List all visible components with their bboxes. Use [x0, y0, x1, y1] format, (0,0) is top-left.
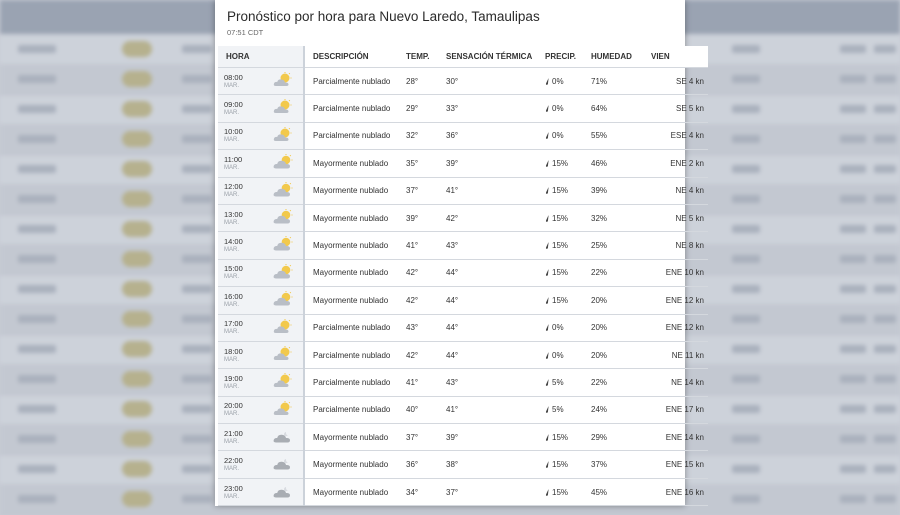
precip-cell — [537, 451, 583, 478]
precip-cell — [537, 341, 583, 368]
mostly-cloudy-icon — [273, 209, 295, 225]
wind-cell: NE 8 kn — [643, 232, 708, 259]
column-header-descripcion[interactable]: DESCRIPCIÓN — [304, 46, 398, 68]
mostly-cloudy-icon — [273, 154, 295, 170]
humidity-cell: 22% — [583, 259, 643, 286]
hour-day: MAR. — [224, 274, 239, 281]
hour-time: 23:00 — [224, 483, 243, 493]
temp-cell: 37° — [398, 424, 438, 451]
hour-cell — [218, 314, 304, 341]
precip-value: 15% — [552, 460, 569, 470]
table-row[interactable] — [218, 95, 708, 122]
temp-cell: 43° — [398, 314, 438, 341]
table-row[interactable] — [218, 314, 708, 341]
humidity-cell: 20% — [583, 314, 643, 341]
forecast-table — [218, 46, 708, 506]
feels-like-cell: 44° — [438, 341, 537, 368]
precip-cell — [537, 424, 583, 451]
feels-like-cell: 39° — [438, 424, 537, 451]
humidity-cell: 37% — [583, 451, 643, 478]
wind-cell: ENE 2 kn — [643, 150, 708, 177]
precip-value: 0% — [552, 76, 564, 86]
feels-like-cell: 41° — [438, 177, 537, 204]
precip-cell — [537, 95, 583, 122]
description-cell: Mayormente nublado — [304, 204, 398, 231]
wind-cell: ENE 12 kn — [643, 314, 708, 341]
description-cell: Parcialmente nublado — [304, 122, 398, 149]
precip-value: 15% — [552, 295, 569, 305]
description-cell: Mayormente nublado — [304, 478, 398, 505]
table-row[interactable] — [218, 204, 708, 231]
precip-value: 15% — [552, 213, 569, 223]
humidity-cell: 20% — [583, 287, 643, 314]
precip-cell — [537, 287, 583, 314]
wind-cell: ENE 15 kn — [643, 451, 708, 478]
raindrop-icon — [545, 187, 550, 194]
table-row[interactable] — [218, 232, 708, 259]
cloudy-night-icon — [273, 428, 295, 444]
raindrop-icon — [545, 434, 550, 441]
feels-like-cell: 44° — [438, 287, 537, 314]
raindrop-icon — [545, 242, 550, 249]
raindrop-icon — [545, 160, 550, 167]
mostly-cloudy-icon — [273, 264, 295, 280]
precip-value: 5% — [552, 405, 564, 415]
hour-day: MAR. — [224, 137, 239, 144]
forecast-table-wrapper[interactable] — [218, 46, 704, 506]
page-title: Pronóstico por hora para Nuevo Laredo, Tamaulipas — [227, 9, 540, 24]
temp-cell: 41° — [398, 369, 438, 396]
hour-time: 15:00 — [224, 264, 243, 274]
table-row[interactable] — [218, 451, 708, 478]
hour-day: MAR. — [224, 219, 239, 226]
hour-time: 18:00 — [224, 346, 243, 356]
raindrop-icon — [545, 215, 550, 222]
precip-cell — [537, 396, 583, 423]
table-row[interactable] — [218, 150, 708, 177]
temp-cell: 42° — [398, 287, 438, 314]
description-cell: Parcialmente nublado — [304, 68, 398, 95]
partly-cloudy-icon — [273, 127, 295, 143]
partly-cloudy-icon — [273, 373, 295, 389]
description-cell: Mayormente nublado — [304, 177, 398, 204]
column-header-viento[interactable]: VIEN — [643, 46, 708, 68]
column-header-humedad[interactable]: HUMEDAD — [583, 46, 643, 68]
feels-like-cell: 44° — [438, 259, 537, 286]
hour-time: 22:00 — [224, 456, 243, 466]
raindrop-icon — [545, 461, 550, 468]
hour-day: MAR. — [224, 493, 239, 500]
column-header-precip[interactable]: PRECIP. — [537, 46, 583, 68]
precip-cell — [537, 68, 583, 95]
raindrop-icon — [545, 269, 550, 276]
description-cell: Parcialmente nublado — [304, 95, 398, 122]
description-cell: Parcialmente nublado — [304, 396, 398, 423]
hour-day: MAR. — [224, 356, 239, 363]
table-row[interactable] — [218, 369, 708, 396]
hour-cell — [218, 396, 304, 423]
temp-cell: 32° — [398, 122, 438, 149]
hour-cell — [218, 287, 304, 314]
hour-day: MAR. — [224, 82, 239, 89]
humidity-cell: 20% — [583, 341, 643, 368]
column-header-sensacion[interactable]: SENSACIÓN TÉRMICA — [438, 46, 537, 68]
hour-cell — [218, 122, 304, 149]
feels-like-cell: 41° — [438, 396, 537, 423]
wind-cell: SE 4 kn — [643, 68, 708, 95]
temp-cell: 42° — [398, 259, 438, 286]
feels-like-cell: 30° — [438, 68, 537, 95]
wind-cell: ENE 17 kn — [643, 396, 708, 423]
raindrop-icon — [545, 324, 550, 331]
description-cell: Mayormente nublado — [304, 232, 398, 259]
humidity-cell: 32% — [583, 204, 643, 231]
precip-value: 0% — [552, 323, 564, 333]
table-row[interactable] — [218, 478, 708, 505]
temp-cell: 35° — [398, 150, 438, 177]
precip-cell — [537, 232, 583, 259]
feels-like-cell: 38° — [438, 451, 537, 478]
description-cell: Parcialmente nublado — [304, 341, 398, 368]
wind-cell: ESE 4 kn — [643, 122, 708, 149]
raindrop-icon — [545, 105, 550, 112]
temp-cell: 39° — [398, 204, 438, 231]
partly-cloudy-icon — [273, 346, 295, 362]
hour-day: MAR. — [224, 411, 239, 418]
mostly-cloudy-icon — [273, 182, 295, 198]
precip-value: 15% — [552, 432, 569, 442]
humidity-cell: 29% — [583, 424, 643, 451]
hour-time: 21:00 — [224, 428, 243, 438]
humidity-cell: 71% — [583, 68, 643, 95]
feels-like-cell: 39° — [438, 150, 537, 177]
table-row[interactable] — [218, 68, 708, 95]
wind-cell: ENE 14 kn — [643, 424, 708, 451]
hour-cell — [218, 478, 304, 505]
precip-cell — [537, 122, 583, 149]
table-row[interactable] — [218, 424, 708, 451]
hour-cell — [218, 424, 304, 451]
description-cell: Parcialmente nublado — [304, 369, 398, 396]
hour-cell — [218, 451, 304, 478]
precip-value: 15% — [552, 268, 569, 278]
description-cell: Mayormente nublado — [304, 259, 398, 286]
feels-like-cell: 33° — [438, 95, 537, 122]
precip-value: 0% — [552, 350, 564, 360]
hour-cell — [218, 232, 304, 259]
cloudy-night-icon — [273, 455, 295, 471]
raindrop-icon — [545, 132, 550, 139]
column-header-hora[interactable]: HORA — [218, 46, 304, 68]
hour-cell — [218, 150, 304, 177]
table-row[interactable] — [218, 122, 708, 149]
table-row[interactable] — [218, 396, 708, 423]
precip-value: 5% — [552, 377, 564, 387]
hour-day: MAR. — [224, 466, 239, 473]
column-header-temp[interactable]: TEMP. — [398, 46, 438, 68]
precip-value: 15% — [552, 158, 569, 168]
hour-day: MAR. — [224, 301, 239, 308]
hour-day: MAR. — [224, 383, 239, 390]
precip-value: 15% — [552, 487, 569, 497]
description-cell: Mayormente nublado — [304, 150, 398, 177]
hour-cell — [218, 95, 304, 122]
hour-time: 10:00 — [224, 127, 243, 137]
precip-value: 15% — [552, 241, 569, 251]
hour-cell — [218, 177, 304, 204]
feels-like-cell: 42° — [438, 204, 537, 231]
temp-cell: 42° — [398, 341, 438, 368]
humidity-cell: 22% — [583, 369, 643, 396]
temp-cell: 41° — [398, 232, 438, 259]
table-row[interactable] — [218, 177, 708, 204]
precip-cell — [537, 369, 583, 396]
hour-cell — [218, 369, 304, 396]
precip-cell — [537, 150, 583, 177]
hour-cell — [218, 259, 304, 286]
partly-cloudy-icon — [273, 319, 295, 335]
hourly-forecast-panel — [215, 0, 704, 506]
wind-cell: ENE 10 kn — [643, 259, 708, 286]
wind-cell: NE 14 kn — [643, 369, 708, 396]
partly-cloudy-icon — [273, 99, 295, 115]
hour-cell — [218, 341, 304, 368]
humidity-cell: 64% — [583, 95, 643, 122]
precip-cell — [537, 259, 583, 286]
hour-day: MAR. — [224, 438, 239, 445]
table-row[interactable] — [218, 259, 708, 286]
description-cell: Mayormente nublado — [304, 424, 398, 451]
hour-time: 08:00 — [224, 72, 243, 82]
cloudy-night-icon — [273, 483, 295, 499]
mostly-cloudy-icon — [273, 291, 295, 307]
hour-day: MAR. — [224, 110, 239, 117]
wind-cell: NE 4 kn — [643, 177, 708, 204]
table-row[interactable] — [218, 287, 708, 314]
update-time: 07:51 CDT — [227, 28, 264, 37]
hour-cell — [218, 68, 304, 95]
temp-cell: 40° — [398, 396, 438, 423]
precip-cell — [537, 314, 583, 341]
precip-value: 0% — [552, 104, 564, 114]
hour-time: 13:00 — [224, 209, 243, 219]
precip-value: 15% — [552, 186, 569, 196]
humidity-cell: 46% — [583, 150, 643, 177]
wind-cell: NE 5 kn — [643, 204, 708, 231]
precip-value: 0% — [552, 131, 564, 141]
humidity-cell: 39% — [583, 177, 643, 204]
precip-cell — [537, 177, 583, 204]
feels-like-cell: 43° — [438, 232, 537, 259]
wind-cell: NE 11 kn — [643, 341, 708, 368]
hour-cell — [218, 204, 304, 231]
hour-time: 12:00 — [224, 182, 243, 192]
wind-cell: ENE 12 kn — [643, 287, 708, 314]
humidity-cell: 45% — [583, 478, 643, 505]
temp-cell: 37° — [398, 177, 438, 204]
wind-cell: SE 5 kn — [643, 95, 708, 122]
hour-day: MAR. — [224, 329, 239, 336]
humidity-cell: 55% — [583, 122, 643, 149]
description-cell: Mayormente nublado — [304, 287, 398, 314]
precip-cell — [537, 478, 583, 505]
hour-time: 11:00 — [224, 154, 243, 164]
description-cell: Mayormente nublado — [304, 451, 398, 478]
feels-like-cell: 44° — [438, 314, 537, 341]
humidity-cell: 24% — [583, 396, 643, 423]
description-cell: Parcialmente nublado — [304, 314, 398, 341]
temp-cell: 36° — [398, 451, 438, 478]
humidity-cell: 25% — [583, 232, 643, 259]
raindrop-icon — [545, 379, 550, 386]
hour-time: 14:00 — [224, 237, 243, 247]
temp-cell: 34° — [398, 478, 438, 505]
hour-time: 19:00 — [224, 373, 243, 383]
mostly-cloudy-icon — [273, 236, 295, 252]
partly-cloudy-icon — [273, 72, 295, 88]
hour-day: MAR. — [224, 164, 239, 171]
hour-day: MAR. — [224, 247, 239, 254]
raindrop-icon — [545, 78, 550, 85]
raindrop-icon — [545, 489, 550, 496]
feels-like-cell: 43° — [438, 369, 537, 396]
precip-cell — [537, 204, 583, 231]
raindrop-icon — [545, 352, 550, 359]
table-row[interactable] — [218, 341, 708, 368]
feels-like-cell: 37° — [438, 478, 537, 505]
raindrop-icon — [545, 406, 550, 413]
raindrop-icon — [545, 297, 550, 304]
hour-time: 16:00 — [224, 291, 243, 301]
temp-cell: 29° — [398, 95, 438, 122]
wind-cell: ENE 16 kn — [643, 478, 708, 505]
feels-like-cell: 36° — [438, 122, 537, 149]
hour-time: 20:00 — [224, 401, 243, 411]
table-header-row — [218, 46, 708, 68]
temp-cell: 28° — [398, 68, 438, 95]
hour-day: MAR. — [224, 192, 239, 199]
hour-time: 17:00 — [224, 319, 243, 329]
partly-cloudy-icon — [273, 401, 295, 417]
hour-time: 09:00 — [224, 100, 243, 110]
